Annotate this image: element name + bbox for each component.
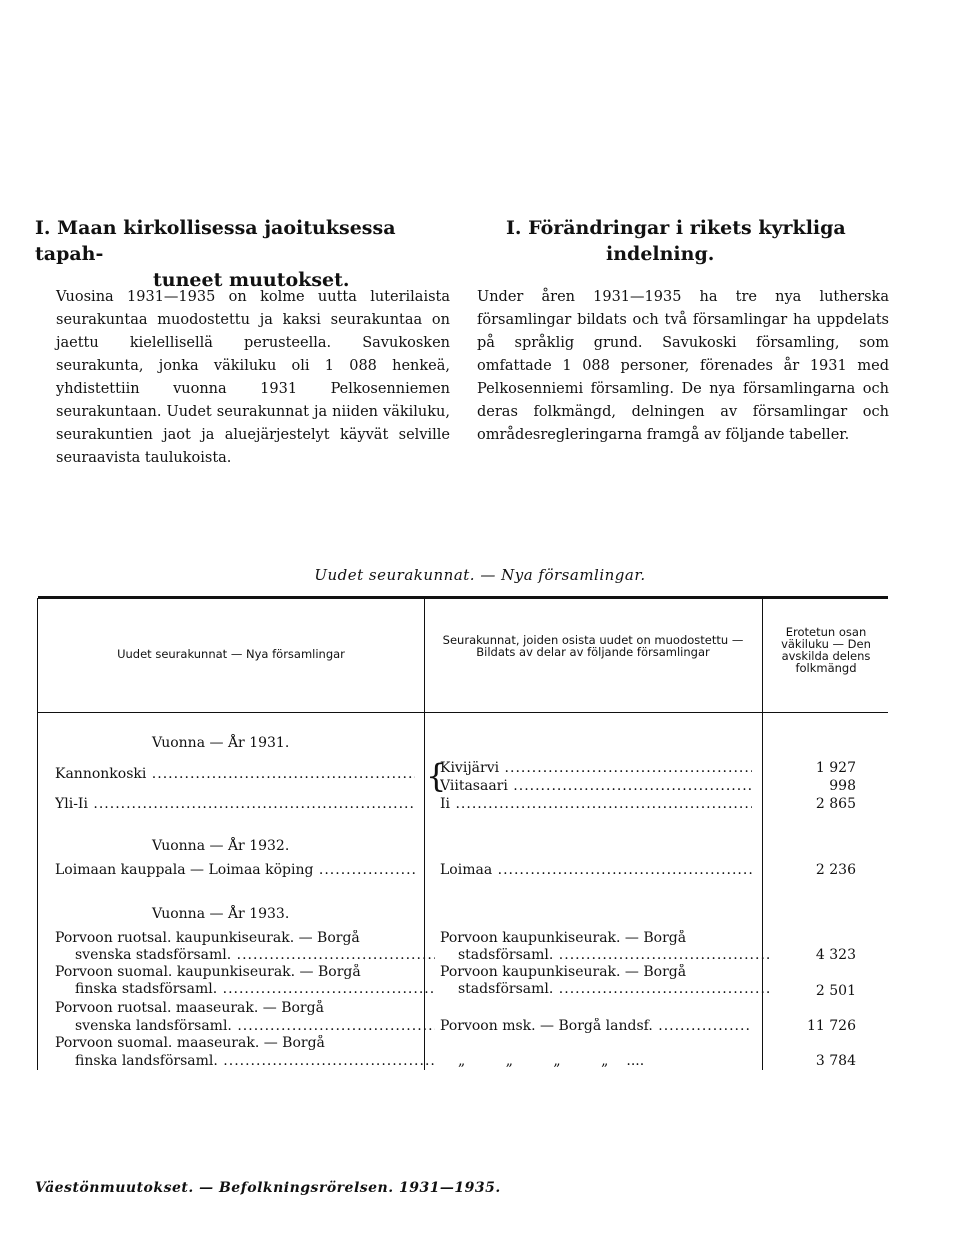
table-row-value: 4 323 — [815, 947, 856, 963]
table-row-value: 11 726 — [807, 1018, 856, 1034]
table-row-left: Loimaan kauppala — Loimaa köping ..... — [55, 862, 415, 879]
brace-symbol: { — [426, 757, 447, 795]
table-column-divider-1 — [424, 598, 425, 1070]
swedish-heading-line1: I. Förändringar i rikets kyrkliga — [506, 217, 846, 239]
table-row-left-cont — [75, 947, 435, 964]
table-top-rule — [38, 596, 888, 599]
table-row-left: Kannonkoski ..... — [55, 766, 415, 783]
finnish-heading-line2: tuneet muutokset. — [153, 269, 350, 291]
table-row-right: Kivijärvi ..... — [440, 760, 752, 777]
leader-dots — [231, 947, 435, 963]
table-row-left: Porvoon ruotsal. kaupunkiseurak. — Borgå — [55, 930, 360, 946]
finnish-heading-line1: I. Maan kirkollisessa jaoituksessa tapah- — [35, 217, 396, 265]
column-header-source-parishes: Seurakunnat, joiden osista uudet on muodostettu — Bildats av delar av följande församlingar — [442, 633, 744, 659]
table-row-right: Ii ..... — [440, 796, 752, 813]
table-row-value: 2 865 — [815, 796, 856, 812]
table-row-right: Porvoon kaupunkiseurak. — Borgå — [440, 964, 687, 980]
table-left-border — [37, 598, 38, 1070]
table-row-left: Porvoon ruotsal. maaseurak. — Borgå — [55, 1000, 324, 1016]
table-row-left: Porvoon suomal. maaseurak. — Borgå — [55, 1035, 325, 1051]
row-text: finska landsförsaml. — [75, 1053, 218, 1069]
table-column-divider-2 — [762, 598, 763, 1070]
table-row-right: Porvoon kaupunkiseurak. — Borgå — [440, 930, 687, 946]
leader-dots — [553, 981, 770, 997]
page-footer: Väestönmuutokset. — Befolkningsrörelsen. 1931—1935. — [35, 1180, 501, 1196]
row-text: svenska stadsförsaml. — [75, 947, 232, 963]
table-row-left: Yli-Ii ..... — [55, 796, 415, 813]
row-text: stadsförsaml. — [458, 947, 554, 963]
finnish-paragraph: Vuosina 1931—1935 on kolme uutta luterilaista seurakuntaa muodostettu ja kaksi seurakuntaa on jaettu kielellisellä perusteella. Savukosken seurakunta, jonka väkiluku oli 1 088 henkeä, yhdistettiin vuonna 1931 Pelkosenniemen seurakuntaan. Uudet seurakunnat ja niiden väkiluku, seurakuntien jaot ja aluejärjestelyt käyvät selville seuraavista taulukoista. — [56, 289, 450, 466]
leader-dots — [217, 981, 435, 997]
table-row-right-cont — [458, 947, 770, 964]
table-row-right: Porvoon msk. — Borgå landsf. ..... — [440, 1018, 752, 1035]
table-row-value: 2 236 — [815, 862, 856, 878]
column-header-population: Erotetun osan väkiluku — Den avskilda delens folkmängd — [781, 625, 871, 675]
swedish-section-heading — [506, 215, 926, 267]
leader-dots — [218, 1053, 435, 1069]
year-heading-1932: Vuonna — År 1932. — [152, 838, 290, 854]
leader-dots — [232, 1018, 435, 1034]
table-row-value: 998 — [829, 778, 856, 794]
swedish-paragraph: Under åren 1931—1935 ha tre nya lutherska församlingar bildats och två församlingar ha uppdelats på språklig grund. Savukoski församling, som omfattade 1 088 personer, förenades år 1931 med Pelkosenniemi församling. De nya församlingarna och deras folkmängd, delningen av församlingar och områdesregleringarna framgå av följande tabeller. — [477, 289, 889, 443]
column-header-new-parishes: Uudet seurakunnat — Nya församlingar — [117, 647, 345, 661]
table-row-left-cont — [75, 981, 435, 998]
leader-dots: .... — [626, 1053, 645, 1069]
table-row-left-cont — [75, 1053, 435, 1070]
table-title: Uudet seurakunnat. — Nya församlingar. — [314, 566, 646, 584]
table-row-right: Loimaa ..... — [440, 862, 752, 879]
year-heading-1933: Vuonna — År 1933. — [152, 906, 290, 922]
table-row-right-cont — [458, 981, 770, 998]
swedish-heading-line2: indelning. — [606, 243, 715, 265]
row-text: finska stadsförsaml. — [75, 981, 218, 997]
row-text: stadsförsaml. — [458, 981, 554, 997]
row-text: „ „ „ „ — [458, 1053, 627, 1069]
finnish-section-heading — [35, 215, 455, 293]
table-row-value: 1 927 — [815, 760, 856, 776]
table-row-value: 3 784 — [815, 1053, 856, 1069]
leader-dots — [553, 947, 770, 963]
table-row-left: Porvoon suomal. kaupunkiseurak. — Borgå — [55, 964, 361, 980]
table-row-right — [458, 1053, 770, 1070]
table-row-left-cont — [75, 1018, 435, 1035]
table-header-rule — [38, 712, 888, 713]
table-row-value: 2 501 — [815, 983, 856, 999]
table-row-right: Viitasaari ..... — [440, 778, 752, 795]
year-heading-1931: Vuonna — År 1931. — [152, 735, 290, 751]
row-text: svenska landsförsaml. — [75, 1018, 232, 1034]
